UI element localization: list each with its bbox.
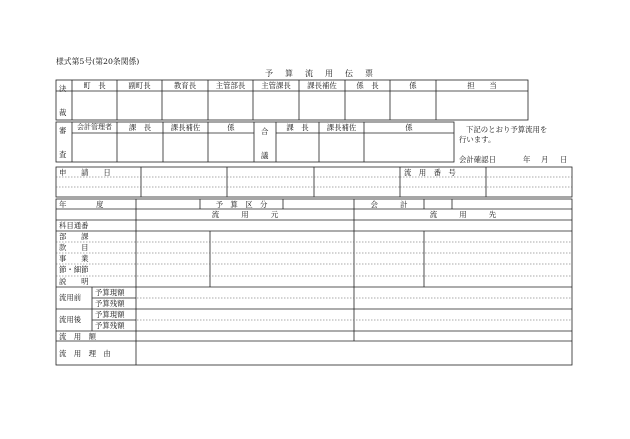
confirm-date-label: 会計確認日 [459, 155, 496, 164]
source-header: 流 用 元 [211, 210, 279, 219]
request-date-label: 申 請 日 [59, 168, 111, 177]
row-bu: 部 課 [59, 232, 89, 241]
approval-header-1: 町 長 [83, 81, 106, 90]
row-setsumei: 説 明 [59, 277, 89, 286]
approval-header-3: 教育長 [173, 81, 197, 90]
confirm-month: 月 [541, 155, 549, 164]
row-before-current: 予算現額 [95, 288, 125, 297]
approval-header-9: 担 当 [467, 81, 497, 90]
approval-side-bottom: 裁 [59, 108, 67, 117]
note-line-1: 下記のとおり予算流用を [466, 125, 548, 134]
year-label: 年 度 [59, 200, 104, 209]
review-side-top: 審 [59, 126, 67, 135]
row-after-current: 予算現額 [95, 310, 125, 319]
account-label: 会 計 [370, 200, 408, 209]
form-label: 様式第5号(第20条関係) [56, 57, 140, 66]
gou-header-2: 課長補佐 [326, 123, 357, 132]
approval-header-5: 主管課長 [261, 81, 291, 90]
approval-header-4: 主管部長 [215, 81, 246, 90]
review-side-bottom: 査 [59, 150, 67, 159]
review-header-4: 係 [227, 123, 235, 132]
row-setsu: 節・細節 [59, 265, 89, 274]
approval-header-6: 課長補佐 [307, 81, 337, 90]
gou-side-bottom: 議 [261, 151, 269, 160]
row-jigyo: 事 業 [59, 254, 89, 263]
row-before: 流用前 [59, 293, 82, 302]
row-after: 流用後 [59, 315, 82, 324]
row-kan: 款 目 [59, 243, 89, 252]
gou-header-1: 課 長 [286, 123, 309, 132]
row-after-remaining: 予算残額 [95, 321, 125, 330]
destination-header: 流 用 先 [429, 210, 497, 219]
confirm-year: 年 [523, 155, 531, 164]
gou-header-3: 係 [405, 123, 413, 132]
row-before-remaining: 予算残額 [95, 299, 125, 308]
approval-header-8: 係 [409, 81, 417, 90]
review-header-2: 課 長 [128, 123, 152, 132]
approval-header-2: 副町長 [128, 81, 151, 90]
row-code: 科目通番 [59, 221, 89, 230]
row-amount: 流 用 額 [59, 332, 96, 341]
review-header-3: 課長補佐 [170, 123, 201, 132]
note-line-2: 行います。 [459, 135, 496, 144]
approval-side-top: 決 [59, 84, 67, 93]
request-number-label: 流 用 番 号 [404, 168, 456, 177]
confirm-day: 日 [560, 155, 568, 164]
approval-header-7: 係 長 [356, 81, 379, 90]
review-header-1: 会計管理者 [77, 123, 112, 131]
budget-section-label: 予 算 区 分 [215, 200, 268, 209]
page-title: 予 算 流 用 伝 票 [265, 69, 375, 78]
gou-side-top: 合 [261, 127, 269, 136]
row-reason: 流 用 理 由 [59, 349, 111, 358]
